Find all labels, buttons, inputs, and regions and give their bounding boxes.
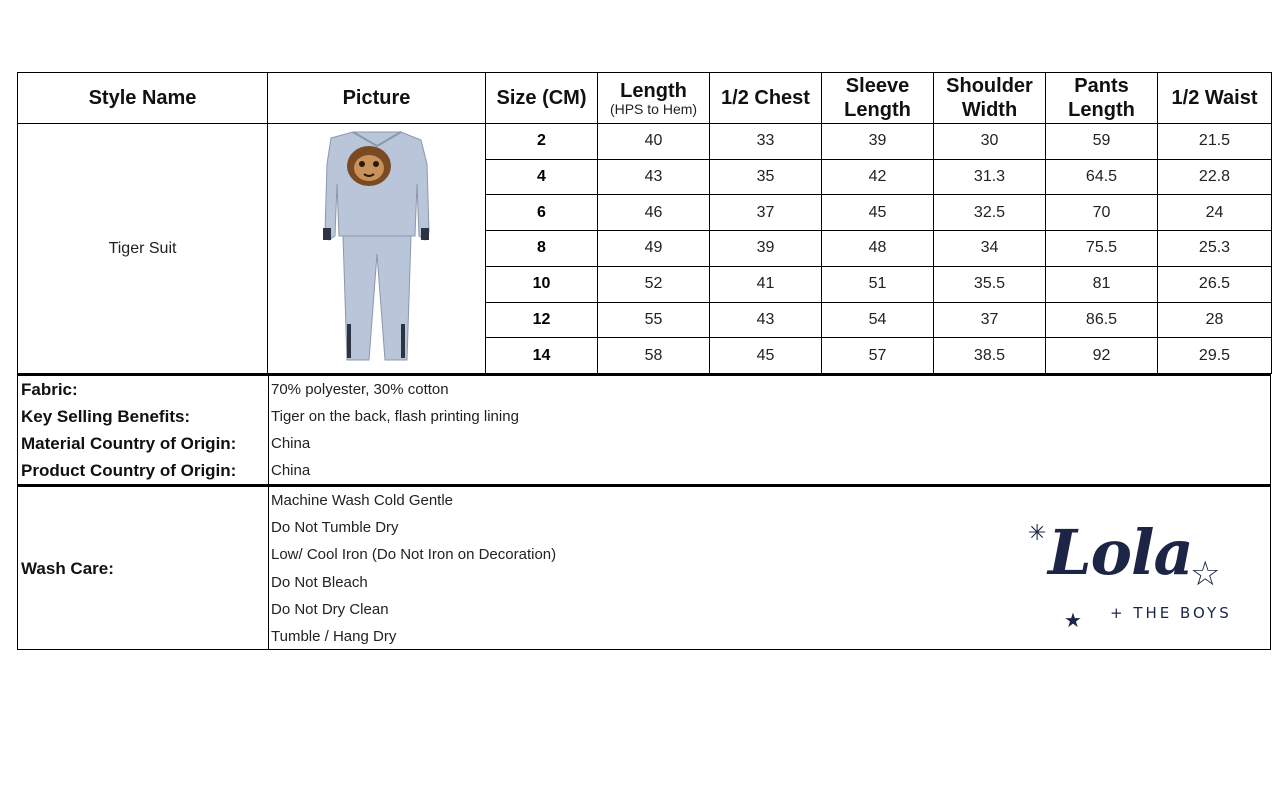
header-half-chest: 1/2 Chest xyxy=(710,73,822,124)
sleeve-length-cell: 48 xyxy=(822,231,934,267)
size-cell: 10 xyxy=(486,266,598,302)
size-cell: 6 xyxy=(486,195,598,231)
header-half-waist: 1/2 Waist xyxy=(1158,73,1272,124)
shoulder-width-cell: 38.5 xyxy=(934,338,1046,374)
fabric-value: 70% polyester, 30% cotton xyxy=(268,376,1270,403)
brand-logo xyxy=(1020,516,1240,636)
sleeve-length-cell: 39 xyxy=(822,124,934,160)
sleeve-length-cell: 51 xyxy=(822,266,934,302)
header-length xyxy=(598,73,710,124)
half-chest-cell: 43 xyxy=(710,302,822,338)
fabric-label: Fabric: xyxy=(21,380,78,399)
star-outline-icon: ☆ xyxy=(1190,555,1221,593)
length-cell: 55 xyxy=(598,302,710,338)
wash-care-line: Do Not Dry Clean xyxy=(271,600,389,618)
half-chest-cell: 45 xyxy=(710,338,822,374)
pants-length-cell: 75.5 xyxy=(1046,231,1158,267)
pants-length-cell: 64.5 xyxy=(1046,159,1158,195)
header-sleeve-length: Sleeve Length xyxy=(822,73,934,124)
half-waist-cell: 25.3 xyxy=(1158,231,1272,267)
half-chest-cell: 41 xyxy=(710,266,822,302)
sleeve-length-cell: 57 xyxy=(822,338,934,374)
logo-wordmark: Lola xyxy=(1048,516,1193,589)
shoulder-width-cell: 34 xyxy=(934,231,1046,267)
length-cell: 40 xyxy=(598,124,710,160)
pants-length-cell: 92 xyxy=(1046,338,1158,374)
sleeve-length-cell: 42 xyxy=(822,159,934,195)
size-cell: 8 xyxy=(486,231,598,267)
tiger-suit-image xyxy=(269,124,485,368)
half-waist-cell: 26.5 xyxy=(1158,266,1272,302)
size-cell: 14 xyxy=(486,338,598,374)
pants-length-cell: 70 xyxy=(1046,195,1158,231)
wash-care-line: Do Not Tumble Dry xyxy=(271,519,399,537)
wash-care-line: Tumble / Hang Dry xyxy=(271,627,397,645)
header-row xyxy=(18,73,1272,124)
half-chest-cell: 37 xyxy=(710,195,822,231)
style-name-cell: Tiger Suit xyxy=(18,124,268,374)
length-cell: 43 xyxy=(598,159,710,195)
sleeve-length-cell: 54 xyxy=(822,302,934,338)
header-size: Size (CM) xyxy=(486,73,598,124)
pants-length-cell: 81 xyxy=(1046,266,1158,302)
half-waist-cell: 22.8 xyxy=(1158,159,1272,195)
size-chart-table xyxy=(17,72,1272,374)
size-cell: 12 xyxy=(486,302,598,338)
star-filled-icon: ★ xyxy=(1064,610,1082,632)
half-chest-cell: 35 xyxy=(710,159,822,195)
half-waist-cell: 29.5 xyxy=(1158,338,1272,374)
header-length-label: Length xyxy=(620,79,687,102)
wash-care-line: Low/ Cool Iron (Do Not Iron on Decoration) xyxy=(271,546,557,564)
length-cell: 58 xyxy=(598,338,710,374)
size-cell: 4 xyxy=(486,159,598,195)
half-waist-cell: 24 xyxy=(1158,195,1272,231)
pants-length-cell: 86.5 xyxy=(1046,302,1158,338)
shoulder-width-cell: 35.5 xyxy=(934,266,1046,302)
wash-care-label: Wash Care: xyxy=(21,558,114,578)
logo-tagline: + THE BOYS xyxy=(1110,604,1232,622)
product-picture-cell xyxy=(268,124,486,374)
header-pants-length: Pants Length xyxy=(1046,73,1158,124)
half-waist-cell: 28 xyxy=(1158,302,1272,338)
shoulder-width-cell: 31.3 xyxy=(934,159,1046,195)
length-cell: 52 xyxy=(598,266,710,302)
header-length-sub: (HPS to Hem) xyxy=(609,100,698,117)
wash-care-line: Do Not Bleach xyxy=(271,573,368,591)
half-waist-cell: 21.5 xyxy=(1158,124,1272,160)
key-benefits-value: Tiger on the back, flash printing lining xyxy=(268,403,1270,430)
shoulder-width-cell: 30 xyxy=(934,124,1046,160)
size-chart-body xyxy=(18,124,1272,374)
shoulder-width-cell: 32.5 xyxy=(934,195,1046,231)
length-cell: 49 xyxy=(598,231,710,267)
wash-care-line: Machine Wash Cold Gentle xyxy=(271,492,454,509)
key-benefits-label: Key Selling Benefits: xyxy=(21,407,191,426)
size-cell: 2 xyxy=(486,124,598,160)
half-chest-cell: 39 xyxy=(710,231,822,267)
header-style-name: Style Name xyxy=(18,73,268,124)
sleeve-length-cell: 45 xyxy=(822,195,934,231)
length-cell: 46 xyxy=(598,195,710,231)
header-shoulder-width: Shoulder Width xyxy=(934,73,1046,124)
shoulder-width-cell: 37 xyxy=(934,302,1046,338)
asterisk-icon: ✳ xyxy=(1028,520,1047,545)
product-info xyxy=(17,374,1271,485)
table-row xyxy=(18,124,1272,160)
pants-length-cell: 59 xyxy=(1046,124,1158,160)
material-origin-label: Material Country of Origin: xyxy=(21,434,237,453)
material-origin-value: China xyxy=(268,430,1270,457)
header-picture: Picture xyxy=(268,73,486,124)
half-chest-cell: 33 xyxy=(710,124,822,160)
product-origin-label: Product Country of Origin: xyxy=(21,461,237,480)
product-origin-value: China xyxy=(268,457,1270,484)
